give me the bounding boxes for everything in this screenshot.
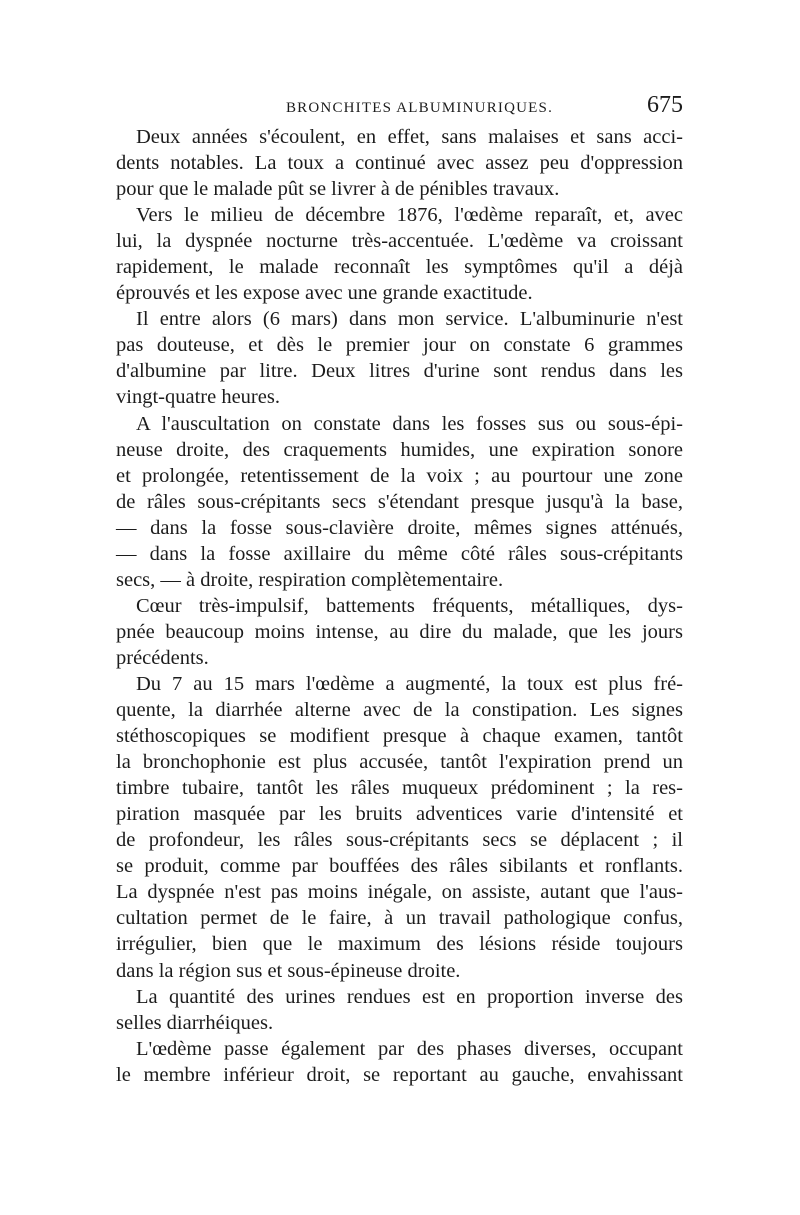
text-line: pnée beaucoup moins intense, au dire du malade, que les jours bbox=[116, 620, 683, 643]
text-line: stéthoscopiques se modifient presque à chaque examen, tantôt bbox=[116, 725, 683, 748]
text-line: la bronchophonie est plus accusée, tantôt l'expiration prend un bbox=[116, 751, 683, 774]
text-line: secs, — à droite, respiration complètementaire. bbox=[116, 568, 504, 591]
text-line: A l'auscultation on constate dans les fosses sus ou sous-épi- bbox=[136, 412, 683, 435]
body-text bbox=[116, 124, 683, 1088]
text-line: vingt-quatre heures. bbox=[116, 386, 280, 409]
text-line: La dyspnée n'est pas moins inégale, on assiste, autant que l'aus- bbox=[116, 881, 683, 904]
text-line: quente, la diarrhée alterne avec de la constipation. Les signes bbox=[116, 699, 683, 722]
text-line: neuse droite, des craquements humides, une expiration sonore bbox=[116, 438, 683, 461]
text-line: précédents. bbox=[116, 646, 209, 669]
text-line: le membre inférieur droit, se reportant au gauche, envahissant bbox=[116, 1063, 683, 1086]
text-line: rapidement, le malade reconnaît les symptômes qu'il a déjà bbox=[116, 256, 683, 279]
text-line: Du 7 au 15 mars l'œdème a augmenté, la toux est plus fré- bbox=[136, 672, 683, 695]
text-line: dans la région sus et sous-épineuse droite. bbox=[116, 959, 461, 982]
text-line: se produit, comme par bouffées des râles sibilants et ronflants. bbox=[116, 855, 683, 878]
text-line: — dans la fosse axillaire du même côté râles sous-crépitants bbox=[116, 542, 683, 565]
text-line: Vers le milieu de décembre 1876, l'œdème reparaît, et, avec bbox=[136, 204, 683, 227]
text-line: piration masquée par les bruits adventices varie d'intensité et bbox=[116, 803, 683, 826]
text-line: pas douteuse, et dès le premier jour on constate 6 grammes bbox=[116, 334, 683, 357]
text-line: et prolongée, retentissement de la voix ; au pourtour une zone bbox=[116, 464, 683, 487]
running-head bbox=[116, 90, 683, 120]
text-line: dents notables. La toux a continué avec assez peu d'oppression bbox=[116, 152, 683, 175]
text-line: — dans la fosse sous-clavière droite, mêmes signes atténués, bbox=[116, 516, 683, 539]
text-line: de râles sous-crépitants secs s'étendant presque jusqu'à la base, bbox=[116, 490, 683, 513]
text-line: de profondeur, les râles sous-crépitants secs se déplacent ; il bbox=[116, 829, 683, 852]
text-line: L'œdème passe également par des phases diverses, occupant bbox=[136, 1037, 683, 1060]
running-title: BRONCHITES ALBUMINURIQUES. bbox=[285, 100, 554, 116]
text-line: irrégulier, bien que le maximum des lésions réside toujours bbox=[116, 933, 683, 956]
text-line: La quantité des urines rendues est en proportion inverse des bbox=[136, 985, 683, 1008]
text-line: Deux années s'écoulent, en effet, sans malaises et sans acci- bbox=[136, 126, 683, 148]
text-line: d'albumine par litre. Deux litres d'urine sont rendus dans les bbox=[116, 360, 683, 383]
text-line: pour que le malade pût se livrer à de pénibles travaux. bbox=[116, 178, 560, 201]
text-line: lui, la dyspnée nocturne très-accentuée. L'œdème va croissant bbox=[116, 230, 683, 253]
text-line: timbre tubaire, tantôt les râles muqueux prédominent ; la res- bbox=[116, 777, 683, 800]
text-line: Cœur très-impulsif, battements fréquents, métalliques, dys- bbox=[136, 594, 683, 617]
page-number: 675 bbox=[647, 92, 683, 118]
text-line: cultation permet de le faire, à un travail pathologique confus, bbox=[116, 907, 683, 930]
text-line: éprouvés et les expose avec une grande exactitude. bbox=[116, 282, 533, 305]
text-line: selles diarrhéiques. bbox=[116, 1011, 274, 1034]
text-line: Il entre alors (6 mars) dans mon service. L'albuminurie n'est bbox=[136, 308, 683, 331]
